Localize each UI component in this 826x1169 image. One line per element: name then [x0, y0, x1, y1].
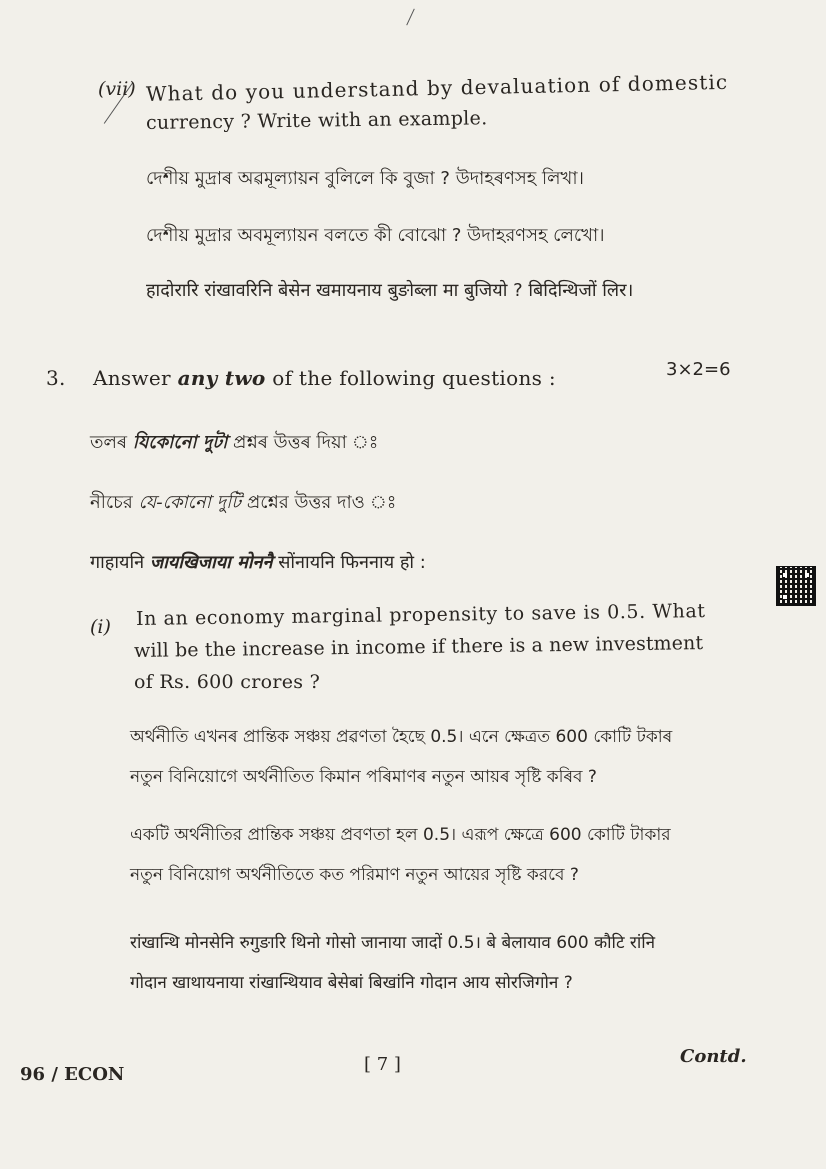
answer-text-bengali: একটি অর্থনীতির প্রান্তিক সঞ্চয় প্রবণতা হল 0.5। এরূপ ক্ষেত্রে 600 কোটি টাকার — [130, 825, 671, 845]
answer-text-assamese: নতুন বিনিয়োগে অৰ্থনীতিত কিমান পৰিমাণৰ নতুন আয়ৰ সৃষ্টি কৰিব ? — [130, 767, 597, 787]
instruction-emphasis: any two — [177, 366, 266, 390]
instruction-emphasis: যিকোনো দুটা — [132, 432, 228, 453]
instruction-emphasis: যে-কোনো দুটি — [138, 492, 242, 513]
qr-code — [776, 566, 816, 606]
question-text-english: What do you understand by devaluation of domestic — [145, 69, 729, 106]
question-text-english: of Rs. 600 crores ? — [134, 671, 321, 693]
instruction-pre: তলৰ — [90, 432, 128, 453]
question-text-english — [93, 366, 556, 390]
instruction-emphasis: जायखिजाया मोननै — [149, 552, 273, 573]
paper-code: 96 / ECON — [20, 1064, 125, 1085]
instruction-bodo — [90, 550, 426, 574]
question-text-bodo: हादोरारि रांखावरिनि बेसेन खमायनाय बुङोब्ला मा बुजियो ? बिदिन्थिजों लिर। — [146, 280, 634, 301]
continued-label: Contd. — [680, 1046, 747, 1067]
instruction-bengali — [90, 488, 396, 519]
instruction-pre: गाहायनि — [90, 552, 145, 573]
pen-mark — [406, 9, 415, 26]
page-number: [ 7 ] — [364, 1054, 401, 1075]
answer-text-assamese: অৰ্থনীতি এখনৰ প্ৰান্তিক সঞ্চয় প্ৰৱণতা হৈছে 0.5। এনে ক্ষেত্ৰত 600 কোটি টকাৰ — [130, 727, 673, 747]
question-text-english: In an economy marginal propensity to save is 0.5. What — [135, 600, 706, 630]
question-number: (vii) — [98, 78, 136, 100]
question-text-assamese: দেশীয় মুদ্ৰাৰ অৱমূল্যায়ন বুলিলে কি বুজা ? উদাহৰণসহ লিখা। — [146, 168, 584, 189]
question-text-english: will be the increase in income if there is a new investment — [133, 632, 704, 662]
instruction-pre: Answer — [93, 366, 171, 390]
question-text-bengali: দেশীয় মুদ্রার অবমূল্যায়ন বলতে কী বোঝো ? উদাহরণসহ লেখো। — [146, 225, 605, 246]
answer-text-bodo: रांखान्थि मोनसेनि रुगुङारि थिनो गोसो जानाया जादों 0.5। बे बेलायाव 600 कौटि रांनि — [130, 933, 656, 953]
question-number: 3. — [46, 366, 66, 390]
instruction-post: of the following questions : — [272, 366, 556, 390]
instruction-post: প্রশ্নের উত্তর দাও ঃ — [246, 492, 397, 513]
instruction-assamese — [90, 428, 378, 459]
instruction-pre: নীচের — [90, 492, 133, 513]
answer-text-bodo: गोदान खाथायनाया रांखान्थियाव बेसेबां बिखांनि गोदान आय सोरजिगोन ? — [130, 973, 573, 993]
question-number: (i) — [90, 616, 111, 638]
instruction-post: सोंनायनि फिननाय हो : — [278, 552, 426, 573]
instruction-post: প্ৰশ্নৰ উত্তৰ দিয়া ঃ — [233, 432, 379, 453]
question-text-english: currency ? Write with an example. — [145, 107, 488, 134]
marks-label: 3×2=6 — [666, 359, 731, 380]
answer-text-bengali: নতুন বিনিয়োগ অর্থনীতিতে কত পরিমাণ নতুন আয়ের সৃষ্টি করবে ? — [130, 865, 579, 885]
